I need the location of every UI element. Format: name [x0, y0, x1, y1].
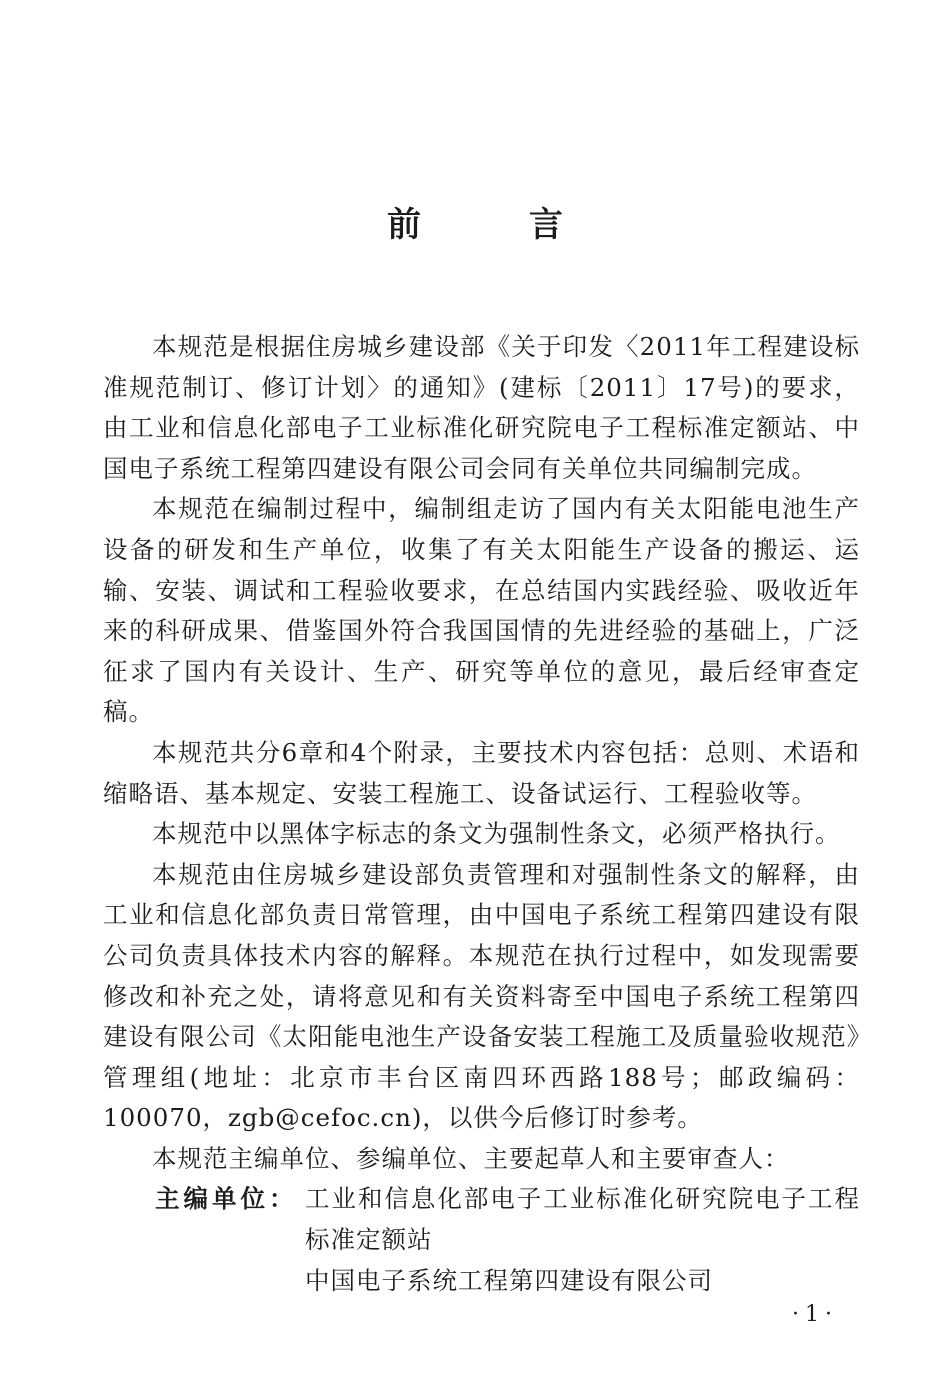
paragraph-contents: 本规范共分6章和4个附录，主要技术内容包括：总则、术语和缩略语、基本规定、安装工程施工、设备试运行、工程验收等。 [103, 737, 860, 808]
page-number: ·1· [792, 1302, 838, 1327]
paragraph-management: 本规范由住房城乡建设部负责管理和对强制性条文的解释，由工业和信息化部负责日常管理，由中国电子系统工程第四建设有限公司负责具体技术内容的解释。本规范在执行过程中，如发现需要修改和补充之处，请将意见和有关资料寄至中国电子系统工程第四建设有限公司《太阳能电池生产设备安装工程施工及质量验收规范》管理组(地址：北京市丰台区南四环西路188号；邮政编码：100070，zgb@cefoc.cn)，以供今后修订时参考。 [103, 859, 860, 1133]
paragraph-basis: 本规范是根据住房城乡建设部《关于印发〈2011年工程建设标准规范制订、修订计划〉的通知》(建标〔2011〕17号)的要求，由工业和信息化部电子工业标准化研究院电子工程标准定额站、中国电子系统工程第四建设有限公司会同有关单位共同编制完成。 [103, 332, 860, 483]
chief-editor-unit: 中国电子系统工程第四建设有限公司 [305, 1265, 713, 1295]
chief-editor-values [305, 1179, 860, 1301]
chief-editor-row [103, 1179, 860, 1301]
chief-editor-units [103, 1179, 860, 1301]
paragraph-mandatory: 本规范中以黑体字标志的条文为强制性条文，必须严格执行。 [152, 819, 841, 849]
paragraph-process: 本规范在编制过程中，编制组走访了国内有关太阳能电池生产设备的研发和生产单位，收集了有关太阳能生产设备的搬运、运输、安装、调试和工程验收要求，在总结国内实践经验、吸收近年来的科研成果、借鉴国外符合我国国情的先进经验的基础上，广泛征求了国内有关设计、生产、研究等单位的意见，最后经审查定稿。 [103, 494, 860, 727]
preface-body [103, 327, 860, 1301]
page-title: 前 言 [387, 205, 611, 245]
chief-editor-unit: 工业和信息化部电子工业标准化研究院电子工程标准定额站 [305, 1184, 860, 1255]
chief-editor-label: 主编单位： [155, 1184, 298, 1214]
paragraph-units-intro: 本规范主编单位、参编单位、主要起草人和主要审查人： [152, 1143, 790, 1173]
